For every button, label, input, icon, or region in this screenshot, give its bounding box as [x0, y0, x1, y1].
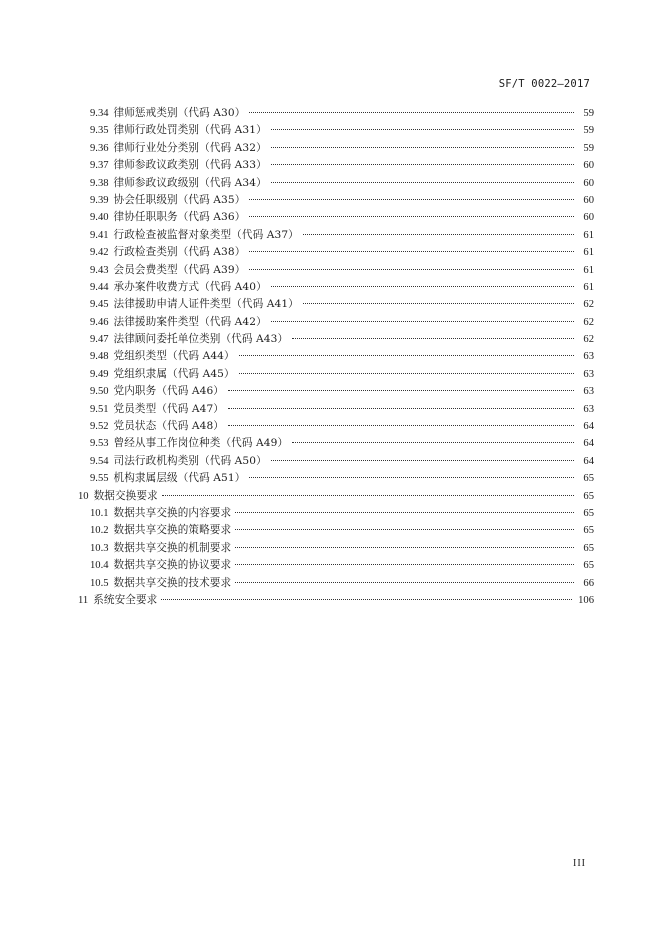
dot-leader: [271, 182, 574, 183]
dot-leader: [235, 529, 574, 530]
toc-entry-title: 党组织隶属（代码 A45）: [113, 367, 235, 380]
toc-entry-page: 63: [583, 386, 594, 398]
toc-entry-page: 63: [583, 368, 594, 380]
toc-entry-number: 9.37: [90, 160, 109, 172]
toc-entry-title: 机构隶属层级（代码 A51）: [113, 472, 246, 485]
toc-entry[interactable]: [78, 331, 594, 348]
toc-entry-title: 律协任职职务（代码 A36）: [113, 211, 246, 224]
toc-entry[interactable]: [78, 505, 594, 522]
toc-entry-title: 系统安全要求: [93, 593, 158, 606]
toc-entry-page: 62: [583, 334, 594, 346]
dot-leader: [161, 599, 572, 600]
toc-entry-number: 9.39: [90, 194, 109, 206]
toc-entry-number: 10.4: [90, 560, 109, 572]
toc-entry-page: 61: [583, 247, 594, 259]
toc-entry-number: 9.36: [90, 142, 109, 154]
toc-entry[interactable]: [78, 522, 594, 539]
toc-entry-page: 64: [583, 438, 594, 450]
toc-entry-title: 党员状态（代码 A48）: [113, 420, 224, 433]
toc-entry-title: 曾经从事工作岗位种类（代码 A49）: [113, 437, 289, 450]
toc-entry-page: 66: [583, 577, 594, 589]
toc-entry-number: 9.50: [90, 386, 109, 398]
dot-leader: [235, 547, 574, 548]
toc-entry-title: 党员类型（代码 A47）: [113, 402, 224, 415]
toc-entry-title: 协会任职级别（代码 A35）: [113, 193, 246, 206]
toc-entry-number: 9.42: [90, 247, 109, 259]
toc-entry-title: 法律援助案件类型（代码 A42）: [113, 315, 267, 328]
toc-entry-number: 10.5: [90, 577, 109, 589]
toc-entry[interactable]: [78, 557, 594, 574]
dot-leader: [228, 408, 574, 409]
toc-entry[interactable]: [78, 592, 594, 609]
toc-entry-number: 9.38: [90, 177, 109, 189]
toc-entry-number: 9.41: [90, 229, 109, 241]
toc-entry-page: 60: [583, 160, 594, 172]
toc-entry-title: 行政检查类别（代码 A38）: [113, 246, 246, 259]
toc-entry-title: 律师行政处罚类别（代码 A31）: [113, 124, 267, 137]
toc-entry-page: 60: [583, 194, 594, 206]
dot-leader: [235, 512, 574, 513]
toc-entry[interactable]: [78, 314, 594, 331]
toc-entry-title: 司法行政机构类别（代码 A50）: [113, 454, 267, 467]
toc-entry-number: 9.53: [90, 438, 109, 450]
dot-leader: [249, 269, 574, 270]
toc-entry[interactable]: [78, 575, 594, 592]
toc-entry-page: 62: [583, 299, 594, 311]
toc-entry[interactable]: [78, 418, 594, 435]
toc-entry-title: 党内职务（代码 A46）: [113, 385, 224, 398]
dot-leader: [235, 564, 574, 565]
toc-entry-page: 65: [583, 507, 594, 519]
toc-entry-page: 60: [583, 177, 594, 189]
dot-leader: [228, 390, 574, 391]
toc-entry-title: 数据共享交换的机制要求: [113, 541, 232, 554]
toc-entry-number: 9.43: [90, 264, 109, 276]
toc-entry[interactable]: [78, 470, 594, 487]
toc-entry[interactable]: [78, 227, 594, 244]
dot-leader: [162, 495, 574, 496]
dot-leader: [271, 286, 574, 287]
toc-entry[interactable]: [78, 453, 594, 470]
toc-entry-title: 承办案件收费方式（代码 A40）: [113, 280, 267, 293]
toc-entry[interactable]: [78, 122, 594, 139]
toc-entry-page: 63: [583, 403, 594, 415]
toc-entry-page: 65: [583, 473, 594, 485]
toc-entry-title: 数据共享交换的技术要求: [113, 576, 232, 589]
toc-entry[interactable]: [78, 296, 594, 313]
dot-leader: [271, 129, 574, 130]
toc-entry[interactable]: [78, 244, 594, 261]
toc-entry[interactable]: [78, 348, 594, 365]
toc-entry-number: 9.52: [90, 421, 109, 433]
toc-entry-title: 律师惩戒类别（代码 A30）: [113, 107, 246, 119]
dot-leader: [249, 477, 574, 478]
dot-leader: [235, 582, 574, 583]
toc-entry-page: 62: [583, 316, 594, 328]
toc-entry-page: 61: [583, 264, 594, 276]
toc-entry[interactable]: [78, 262, 594, 279]
toc-entry[interactable]: [78, 209, 594, 226]
toc-entry[interactable]: [78, 105, 594, 122]
toc-entry[interactable]: [78, 140, 594, 157]
toc-entry[interactable]: [78, 540, 594, 557]
toc-entry-title: 党组织类型（代码 A44）: [113, 350, 235, 363]
dot-leader: [249, 199, 574, 200]
dot-leader: [292, 442, 574, 443]
dot-leader: [249, 251, 574, 252]
toc-entry-number: 9.48: [90, 351, 109, 363]
toc-entry-page: 106: [578, 594, 594, 606]
toc-entry-title: 会员会费类型（代码 A39）: [113, 263, 246, 276]
toc-entry-page: 65: [583, 490, 594, 502]
toc-entry[interactable]: [78, 192, 594, 209]
toc-entry-number: 10.3: [90, 542, 109, 554]
dot-leader: [303, 303, 574, 304]
toc-entry-page: 59: [583, 125, 594, 137]
toc-entry-page: 65: [583, 560, 594, 572]
toc-entry-number: 9.49: [90, 368, 109, 380]
toc-entry-number: 9.34: [90, 108, 109, 119]
dot-leader: [249, 112, 574, 113]
toc-entry-page: 63: [583, 351, 594, 363]
toc-entry-title: 数据共享交换的策略要求: [113, 524, 232, 537]
toc-entry-number: 11: [78, 594, 89, 606]
toc-entry-number: 9.35: [90, 125, 109, 137]
toc-entry-page: 59: [583, 142, 594, 154]
toc-entry-number: 9.46: [90, 316, 109, 328]
toc-entry-title: 数据共享交换的内容要求: [113, 506, 232, 519]
table-of-contents: [78, 105, 594, 609]
dot-leader: [228, 425, 574, 426]
toc-entry-number: 10: [78, 490, 89, 502]
toc-entry-title: 法律援助申请人证件类型（代码 A41）: [113, 298, 299, 311]
toc-entry-title: 数据共享交换的协议要求: [113, 559, 232, 572]
dot-leader: [239, 355, 574, 356]
toc-entry[interactable]: [78, 435, 594, 452]
dot-leader: [303, 234, 574, 235]
page-number: III: [573, 858, 586, 869]
dot-leader: [249, 216, 574, 217]
toc-entry-number: 9.51: [90, 403, 109, 415]
dot-leader: [271, 460, 574, 461]
toc-entry-page: 60: [583, 212, 594, 224]
toc-entry-page: 64: [583, 455, 594, 467]
toc-entry-page: 61: [583, 281, 594, 293]
toc-entry-title: 律师行业处分类别（代码 A32）: [113, 141, 267, 154]
toc-entry-title: 律师参政议政级别（代码 A34）: [113, 176, 267, 189]
toc-entry-title: 法律顾问委托单位类别（代码 A43）: [113, 333, 289, 346]
toc-entry-page: 64: [583, 421, 594, 433]
toc-entry-page: 65: [583, 525, 594, 537]
toc-entry-title: 行政检查被监督对象类型（代码 A37）: [113, 228, 299, 241]
toc-entry-number: 9.40: [90, 212, 109, 224]
toc-entry-number: 9.54: [90, 455, 109, 467]
toc-entry-number: 9.44: [90, 281, 109, 293]
toc-entry-number: 9.55: [90, 473, 109, 485]
toc-entry[interactable]: [78, 279, 594, 296]
toc-entry-page: 59: [583, 108, 594, 119]
toc-entry-title: 律师参政议政类别（代码 A33）: [113, 159, 267, 172]
toc-entry-number: 10.2: [90, 525, 109, 537]
toc-entry-title: 数据交换要求: [93, 489, 158, 502]
toc-entry-number: 9.47: [90, 334, 109, 346]
dot-leader: [271, 147, 574, 148]
toc-entry[interactable]: [78, 488, 594, 505]
toc-entry[interactable]: [78, 383, 594, 400]
dot-leader: [271, 164, 574, 165]
dot-leader: [271, 321, 574, 322]
toc-entry[interactable]: [78, 175, 594, 192]
toc-entry-page: 65: [583, 542, 594, 554]
toc-entry[interactable]: [78, 401, 594, 418]
dot-leader: [292, 338, 574, 339]
document-code: SF/T 0022—2017: [498, 78, 590, 90]
toc-entry-number: 9.45: [90, 299, 109, 311]
toc-entry-page: 61: [583, 229, 594, 241]
toc-entry[interactable]: [78, 366, 594, 383]
toc-entry-number: 10.1: [90, 507, 109, 519]
toc-entry[interactable]: [78, 157, 594, 174]
dot-leader: [239, 373, 574, 374]
